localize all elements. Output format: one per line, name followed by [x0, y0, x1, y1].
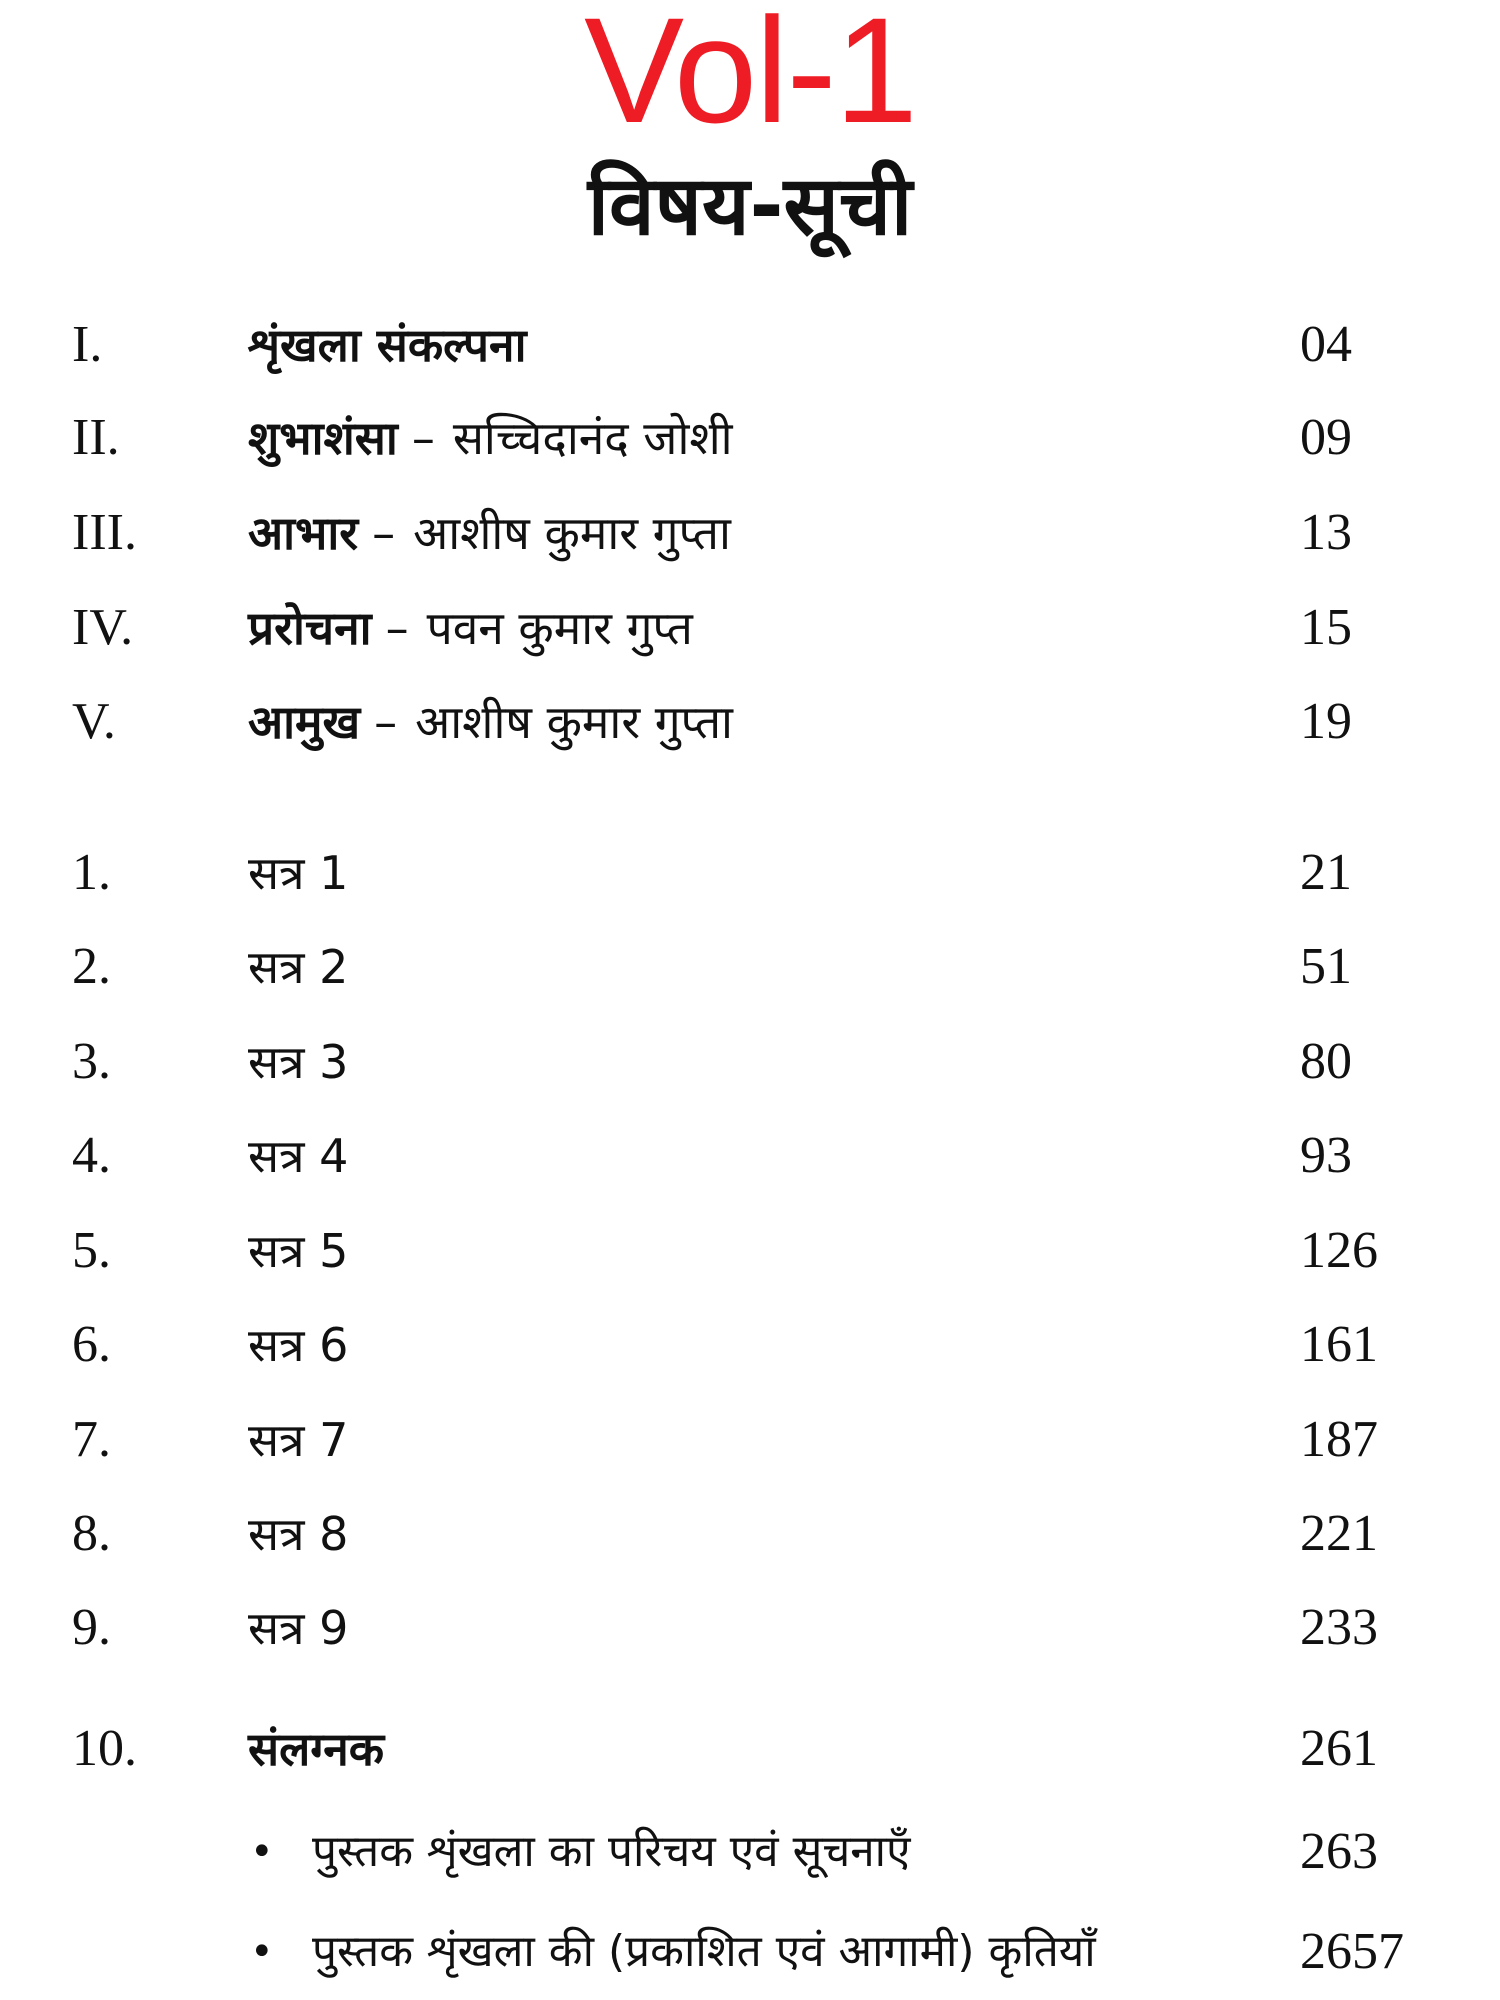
- entry-title: [248, 398, 733, 478]
- entry-title: [248, 1116, 348, 1196]
- entry-title: [248, 682, 733, 762]
- entry-main-title: शुभाशंसा: [248, 411, 398, 465]
- entry-number: 9.: [72, 1599, 111, 1656]
- toc-entry-session-6: [0, 1305, 1500, 1385]
- entry-page-number: 19: [1300, 693, 1352, 750]
- entry-page-number: 09: [1300, 409, 1352, 466]
- entry-number: 5.: [72, 1222, 111, 1279]
- entry-page-number: 263: [1300, 1823, 1378, 1880]
- entry-page-number: 126: [1300, 1222, 1378, 1279]
- toc-subentry-2: [0, 1912, 1500, 1992]
- entry-page-number: 51: [1300, 938, 1352, 995]
- entry-page-number: 13: [1300, 504, 1352, 561]
- entry-main-title: संलग्नक: [248, 1722, 385, 1776]
- entry-page-number: 80: [1300, 1033, 1352, 1090]
- entry-main-title: आभार: [248, 506, 359, 560]
- entry-title: [248, 1305, 348, 1385]
- toc-entry-front-1: [0, 305, 1500, 385]
- entry-main-title: आमुख: [248, 695, 361, 749]
- entry-page-number: 187: [1300, 1411, 1378, 1468]
- entry-number: III.: [72, 504, 137, 561]
- toc-entry-session-7: [0, 1400, 1500, 1480]
- entry-page-number: 15: [1300, 599, 1352, 656]
- entry-number: 2.: [72, 938, 111, 995]
- entry-number: 10.: [72, 1720, 137, 1777]
- toc-entry-session-2: [0, 927, 1500, 1007]
- entry-page-number: 261: [1300, 1720, 1378, 1777]
- toc-entry-session-1: [0, 833, 1500, 913]
- entry-title: [248, 1022, 348, 1102]
- entry-author: आशीष कुमार गुप्ता: [413, 506, 731, 560]
- toc-entry-appendix: [0, 1709, 1500, 1789]
- volume-label: Vol-1: [584, 0, 916, 154]
- entry-main-title: प्ररोचना: [248, 601, 372, 655]
- entry-number: IV.: [72, 599, 134, 656]
- entry-page-number: 221: [1300, 1505, 1378, 1562]
- entry-main-title: सत्र 7: [248, 1413, 349, 1467]
- entry-separator: –: [372, 506, 396, 560]
- toc-entry-front-3: [0, 493, 1500, 573]
- entry-author: पवन कुमार गुप्त: [426, 601, 693, 655]
- entry-main-title: सत्र 6: [248, 1318, 349, 1372]
- entry-title: [248, 1494, 348, 1574]
- entry-main-title: सत्र 2: [248, 940, 349, 994]
- entry-title: [248, 1400, 348, 1480]
- toc-subentry-1: [0, 1812, 1500, 1892]
- entry-number: V.: [72, 693, 116, 750]
- entry-main-title: सत्र 8: [248, 1507, 349, 1561]
- entry-number: II.: [72, 409, 120, 466]
- entry-number: 4.: [72, 1127, 111, 1184]
- entry-author: आशीष कुमार गुप्ता: [415, 695, 733, 749]
- entry-number: 7.: [72, 1411, 111, 1468]
- entry-separator: –: [411, 411, 435, 465]
- entry-main-title: सत्र 1: [248, 846, 349, 900]
- toc-entry-front-4: [0, 588, 1500, 668]
- entry-separator: –: [385, 601, 409, 655]
- subentry-title: पुस्तक शृंखला का परिचय एवं सूचनाएँ: [312, 1826, 911, 1877]
- toc-entry-session-5: [0, 1211, 1500, 1291]
- entry-number: I.: [72, 316, 103, 373]
- entry-number: 3.: [72, 1033, 111, 1090]
- entry-page-number: 93: [1300, 1127, 1352, 1184]
- entry-main-title: शृंखला संकल्पना: [248, 318, 527, 372]
- bullet-icon: •: [250, 1829, 274, 1875]
- toc-entry-session-8: [0, 1494, 1500, 1574]
- entry-title: [248, 1211, 348, 1291]
- entry-page-number: 04: [1300, 316, 1352, 373]
- entry-title: [248, 588, 693, 668]
- entry-title: [248, 1588, 348, 1668]
- entry-main-title: सत्र 4: [248, 1129, 349, 1183]
- entry-page-number: 2657: [1300, 1923, 1404, 1980]
- entry-title: [248, 493, 731, 573]
- entry-separator: –: [374, 695, 398, 749]
- entry-page-number: 21: [1300, 844, 1352, 901]
- entry-title: [248, 1709, 384, 1789]
- toc-entry-session-3: [0, 1022, 1500, 1102]
- entry-main-title: सत्र 3: [248, 1035, 349, 1089]
- page-title: विषय-सूची: [587, 159, 913, 254]
- toc-entry-front-5: [0, 682, 1500, 762]
- toc-entry-session-4: [0, 1116, 1500, 1196]
- entry-title: [248, 833, 348, 913]
- toc-entry-session-9: [0, 1588, 1500, 1668]
- entry-main-title: सत्र 9: [248, 1601, 349, 1655]
- entry-author: सच्चिदानंद जोशी: [452, 411, 733, 465]
- entry-title: [248, 927, 348, 1007]
- subentry-title: पुस्तक शृंखला की (प्रकाशित एवं आगामी) कृतियाँ: [312, 1926, 1096, 1977]
- entry-number: 6.: [72, 1316, 111, 1373]
- entry-number: 1.: [72, 844, 111, 901]
- toc-entry-front-2: [0, 398, 1500, 478]
- bullet-icon: •: [250, 1929, 274, 1975]
- entry-title: [248, 305, 527, 385]
- entry-page-number: 233: [1300, 1599, 1378, 1656]
- entry-page-number: 161: [1300, 1316, 1378, 1373]
- entry-main-title: सत्र 5: [248, 1224, 349, 1278]
- entry-number: 8.: [72, 1505, 111, 1562]
